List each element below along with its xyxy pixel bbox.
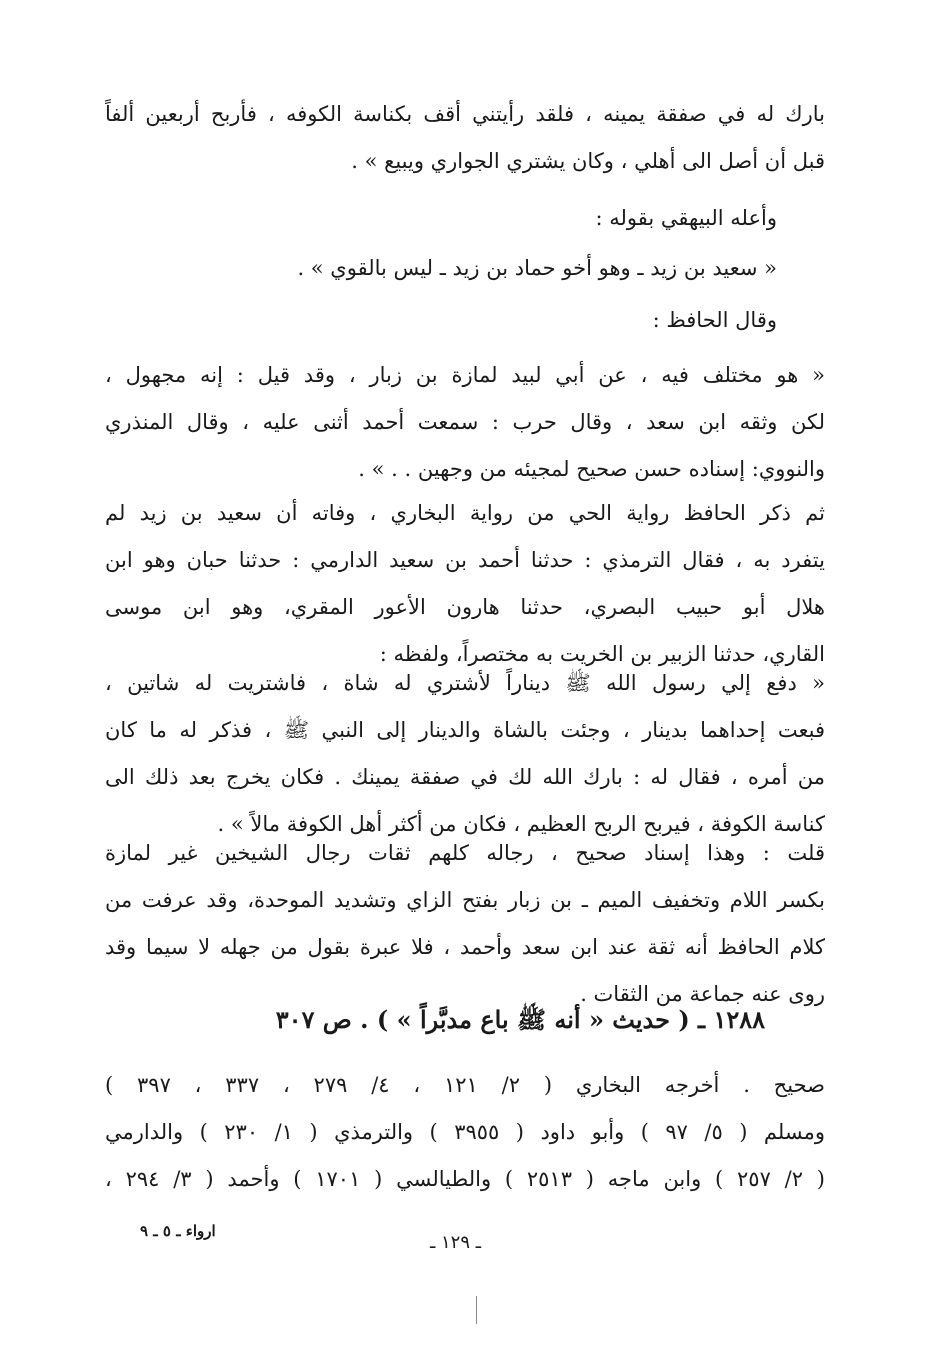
text-line: كناسة الكوفة ، فيربح الربح العظيم ، فكان من أكثر أهل الكوفة مالاً » . [217, 812, 825, 836]
text-line: ثم ذكر الحافظ رواية الحي من رواية البخاري ، وفاته أن سعيد بن زيد لم [105, 501, 825, 525]
text-line: ( ٢/ ٢٥٧ ) وابن ماجه ( ٢٥١٣ ) والطيالسي ( ١٧٠١ ) وأحمد ( ٣/ ٢٩٤ ، [105, 1167, 825, 1191]
volume-code: ارواء ـ ٥ ـ ٩ [140, 1222, 216, 1240]
text-line: قبل أن أصل الى أهلي ، وكان يشتري الجواري ويبيع » . [351, 149, 825, 173]
text-line: وأعله البيهقي بقوله : [595, 206, 777, 230]
paragraph-tirmidhi [105, 490, 825, 678]
paragraph-continuation [105, 91, 825, 185]
text-line: القاري، حدثنا الزبير بن الخريت به مختصراً، ولفظه : [379, 642, 825, 666]
scan-artifact-line [476, 1296, 477, 1324]
text-line: من أمره ، فقال له : بارك الله لك في صفقة يمينك . فكان يخرج بعد ذلك الى [105, 765, 825, 789]
paragraph-bayhaqi-quote [105, 245, 825, 292]
text-line: والنووي: إسناده حسن صحيح لمجيئه من وجهين . . » . [358, 457, 825, 481]
hadith-heading: ١٢٨٨ ـ ( حديث « أنه ﷺ باع مدبَّراً » ) . ص ٣٠٧ [275, 1005, 765, 1034]
text-line: قلت : وهذا إسناد صحيح ، رجاله كلهم ثقات رجال الشيخين غير لمازة [105, 841, 825, 865]
text-line: لكن وثقه ابن سعد ، وقال حرب : سمعت أحمد أثنى عليه ، وقال المنذري [105, 410, 825, 434]
page-number: ـ ١٢٩ ـ [430, 1232, 482, 1253]
text-line: روى عنه جماعة من الثقات . [580, 982, 825, 1006]
paragraph-bayhaqi-intro [105, 195, 825, 242]
text-line: يتفرد به ، فقال الترمذي : حدثنا أحمد بن سعيد الدارمي : حدثنا حبان وهو ابن [105, 548, 825, 572]
paragraph-hafiz-intro [105, 297, 825, 344]
paragraph-hafiz-quote [105, 352, 825, 493]
text-line: « هو مختلف فيه ، عن أبي لبيد لمازة بن زبار ، وقد قيل : إنه مجهول ، [105, 363, 825, 387]
text-line: صحيح . أخرجه البخاري ( ٢/ ١٢١ ، ٤/ ٢٧٩ ، ٣٣٧ ، ٣٩٧ ) [105, 1073, 825, 1097]
text-line: وقال الحافظ : [652, 308, 777, 332]
text-line: ومسلم ( ٥/ ٩٧ ) وأبو داود ( ٣٩٥٥ ) والترمذي ( ١/ ٢٣٠ ) والدارمي [105, 1120, 825, 1144]
text-line: « دفع إلي رسول الله ﷺ ديناراً لأشتري له شاة ، فاشتريت له شاتين ، [105, 671, 825, 695]
text-line: فبعت إحداهما بدينار ، وجئت بالشاة والدينار إلى النبي ﷺ ، فذكر له ما كان [105, 718, 825, 742]
text-line: هلال أبو حبيب البصري، حدثنا هارون الأعور المقري، وهو ابن موسى [105, 595, 825, 619]
paragraph-author-comment [105, 830, 825, 1018]
text-line: بارك له في صفقة يمينه ، فلقد رأيتني أقف بكناسة الكوفه ، فأربح أربعين ألفاً [105, 102, 825, 126]
paragraph-hadith-text [105, 660, 825, 848]
text-line: بكسر اللام وتخفيف الميم ـ بن زبار بفتح الزاي وتشديد الموحدة، وقد عرفت من [105, 888, 825, 912]
paragraph-takhrij [105, 1062, 825, 1203]
text-line: كلام الحافظ أنه ثقة عند ابن سعد وأحمد ، فلا عبرة بقول من جهله لا سيما وقد [105, 935, 825, 959]
text-line: « سعيد بن زيد ـ وهو أخو حماد بن زيد ـ ليس بالقوي » . [297, 256, 777, 280]
